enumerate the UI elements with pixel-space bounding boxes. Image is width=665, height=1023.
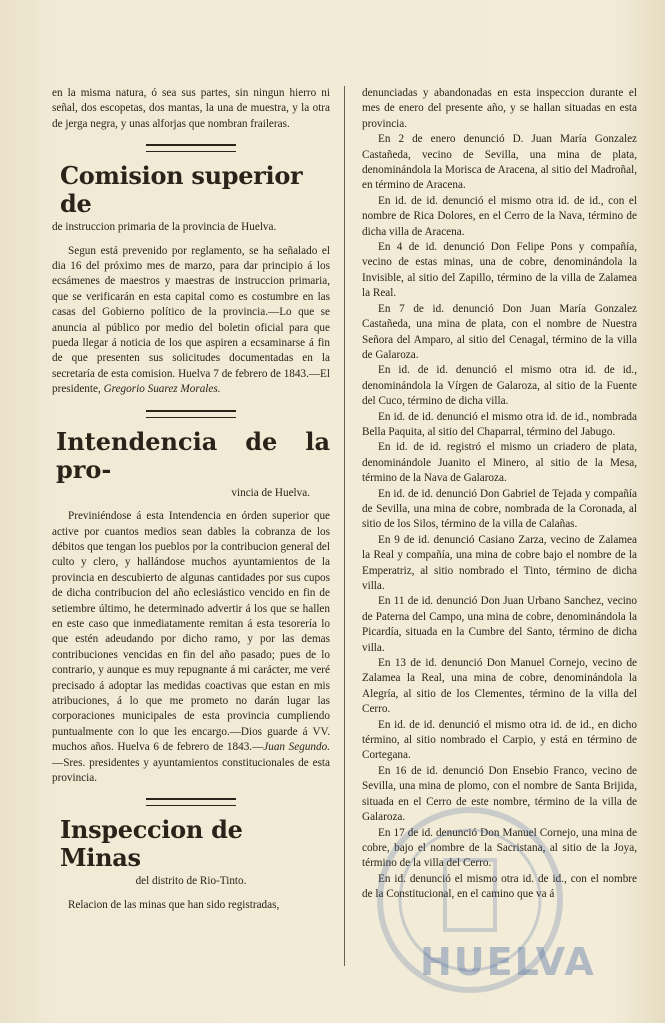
section3-body: Relacion de las minas que han sido registradas, — [68, 898, 280, 911]
mine-entry: En id. de id. denunció el mismo otra id. de id., denominándola la Vírgen de Galaroza, al sitio de la Fuente del Cuco, término de dicha villa. — [362, 364, 637, 408]
section2-heading-continued: vincia de Huelva. — [231, 486, 310, 499]
column-divider — [344, 86, 345, 966]
mine-entry: En id. de id. denunció el mismo otra id. de id., en dicho término, al sitio nombrado el Carpio, y está en término de Cortegana. — [362, 718, 637, 762]
section1-body-text: Segun está prevenido por reglamento, se ha señalado el dia 16 del próximo mes de marzo, para dar principio á los ecsámenes de maestros y maestras de instruccion primaria, que se verificarán en esta capital como es costumbre en las casas del Gobierno político de la provincia.—Lo que se anuncia al público por medio del boletin oficial para que pueda llegar á noticia de los que aspiren a ecsaminarse á fin de que presenten sus solicitudes documentadas en la secretaría de esta comision. Huelva 7 de febrero de 1843.—El presidente, — [52, 244, 330, 396]
section3-heading: Inspeccion de Minas — [60, 815, 243, 873]
section2-closing: —Sres. presidentes y ayuntamientos constitucionales de esta provincia. — [52, 756, 330, 784]
section1-body — [52, 244, 330, 398]
section1-signature: Gregorio Suarez Morales. — [103, 383, 221, 396]
mine-entry: En id. de id. denunció Don Gabriel de Tejada y compañía de Sevilla, una mina de cobre, nombrada de la Coronada, al sitio de los Silos, término de la villa de Calañas. — [362, 487, 637, 531]
mine-entry: En 2 de enero denunció D. Juan María Gonzalez Castañeda, vecino de Sevilla, una mina de plata, denominándola la Morisca de Aracena, al sitio del Madroñal, en término de Aracena. — [362, 133, 637, 192]
mine-entry: En 7 de id. denunció Don Juan María Gonzalez Castañeda, una mina de plata, con el nombre de Nuestra Señora del Amparo, al sitio del Cenagal, término de la villa de Galaroza. — [362, 302, 637, 361]
watermark-text: HUELVA — [420, 940, 596, 984]
right-column — [362, 86, 637, 903]
section3-subheading: del distrito de Rio-Tinto. — [135, 875, 247, 888]
mine-entry: En 13 de id. denunció Don Manuel Cornejo, vecino de Zalamea la Real, una mina de cobre, denominándola la Alegría, al sitio de los Clementes, término de la villa del Cerro. — [362, 657, 637, 716]
intro-paragraph: en la misma natura, ó sea sus partes, sin ningun hierro ni señal, dos escopetas, dos mantas, la una de muestra, y la otra de jerga negra, y unas alforjas que nombran fraileras. — [52, 87, 330, 130]
mine-entry: En 9 de id. denunció Casiano Zarza, vecino de Zalamea la Real y compañía, una mina de cobre bajo el nombre de la Emperatriz, al sitio nombrado el Tinto, término de dicha villa. — [362, 533, 637, 592]
section-divider — [146, 410, 236, 418]
section2-body-text: Previniéndose á esta Intendencia en órden superior que active por cuantos medios sean dables la cobranza de los débitos que tengan los pueblos por la contribucion general del culto y clero, y hallándose muchos ayuntamientos de la provincia en descubierto de algunas cantidades por sus cupos de dicha contribucion del año eclesiástico vencido en fin de setiembre último, he determinado advertir á los que se hallen en este caso que inmediatamente remitan á esta tesorería lo que estén adeudando por dicho ramo, y por las demas contribuciones vencidas en fin del año pasado; pues de lo contrario, y aunque es muy repugnante á mi carácter, me veré precisado á adoptar las medidas coactivas que estan en mis atribuciones, á lo que me prometo no darán lugar las corporaciones municipales de esta provincia cumpliendo puntualmente con lo que les encargo.—Dios guarde á VV. muchos años. Huelva 6 de febrero de 1843.— — [52, 510, 330, 754]
mine-entry: En 4 de id. denunció Don Felipe Pons y compañía, vecino de estas minas, una de cobre, denominándola la Invisible, al sitio del Zapillo, término de la villa de Zalamea la Real. — [362, 241, 637, 300]
section2-heading: Intendencia de la pro- — [56, 426, 330, 484]
section1-subheading: de instruccion primaria de la provincia de Huelva. — [52, 221, 277, 234]
section1-heading: Comision superior de — [60, 161, 303, 219]
mine-entry: En id. de id. registró el mismo un criadero de plata, denominándole Juanito el Minero, al sitio de la Mesa, término de la Nava de Galaroza. — [362, 441, 637, 485]
mine-entry: En id. de id. denunció el mismo otra id. de id., nombrada Bella Paquita, al sitio del Chaparral, término del Jabugo. — [362, 410, 637, 438]
section-divider — [146, 144, 236, 152]
mine-entry: En id. denunció el mismo otra id. de id., con el nombre de la Constitucional, en el camino que va á — [362, 872, 637, 901]
section-divider — [146, 798, 236, 806]
mine-entry: En 11 de id. denunció Don Juan Urbano Sanchez, vecino de Paterna del Campo, una mina de cobre, denominándola la Picardía, situada en la Cumbre del Santo, término de dicha villa. — [362, 595, 637, 654]
mine-entry: En 17 de id. denunció Don Manuel Cornejo, una mina de cobre, bajo el nombre de la Sacristana, al sitio de la Joya, término de la villa del Cerro. — [362, 826, 637, 870]
section2-body — [52, 509, 330, 786]
mine-entry: denunciadas y abandonadas en esta inspeccion durante el mes de enero del presente año, y se hallan situadas en esta provincia. — [362, 87, 637, 130]
left-column — [52, 86, 330, 913]
mine-entry: En id. de id. denunció el mismo otra id. de id., con el nombre de Rica Dolores, en el Cerro de la Nava, término de dicha villa de Aracena. — [362, 194, 637, 238]
mine-entry: En 16 de id. denunció Don Ensebio Franco, vecino de Sevilla, una mina de plomo, con el nombre de Santa Brijida, situada en el Cerro de este nombre, término de la villa de Galaroza. — [362, 764, 637, 824]
section2-signature: Juan Segundo. — [263, 741, 330, 754]
